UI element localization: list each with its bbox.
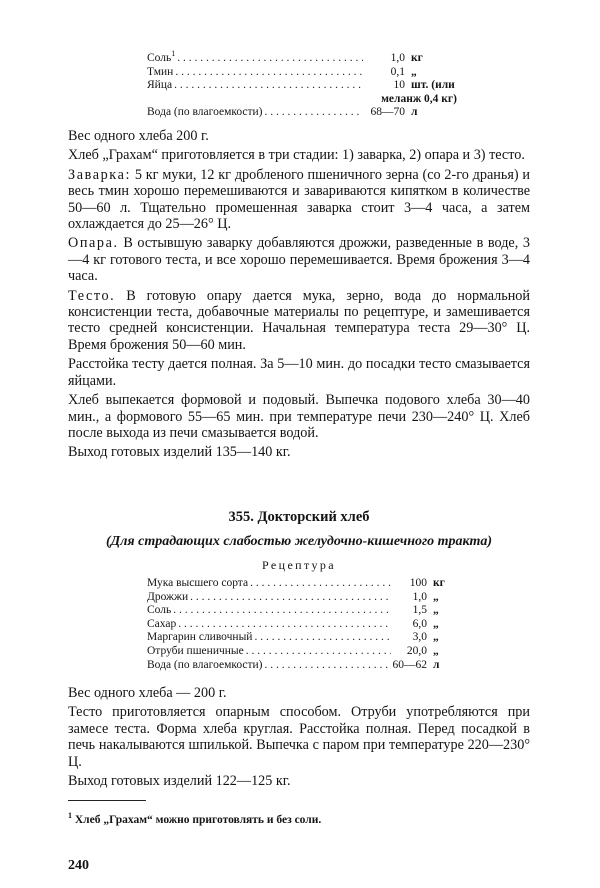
ingredient-qty: 10 [393,79,405,92]
ingredient-name: Вода (по влагоемкости) [147,658,263,671]
ingredient-table-graham [147,49,457,120]
paragraph-testo: Тесто. В готовую опару дается мука, зерно, вода до нормальной консистенции теста, добавочные материалы по рецептуре, и замешивается тесто средней консистенции. Начальная температура теста 29—30° Ц. Время брожения 50—60 мин. [68,287,530,353]
ingredient-unit: „ [433,617,439,630]
ingredient-unit: л [433,658,440,671]
ingredient-unit: „ [433,644,439,657]
bread-weight: Вес одного хлеба — 200 г. [68,685,227,701]
ingredient-table-doctor [147,577,455,672]
ingredient-note: меланж 0,4 кг) [381,92,457,105]
ingredient-qty: 3,0 [412,631,427,644]
ingredient-row [147,591,455,605]
ingredient-unit: л [411,106,418,119]
label-zavarka: Заварка: [68,166,132,183]
ingredient-name: Дрожжи [147,590,189,603]
ingredient-row [147,618,455,632]
ingredient-row [147,577,455,591]
label-testo: Тесто. [68,287,116,304]
graham-text [68,128,530,461]
ingredient-row [147,49,457,66]
ingredient-row [147,66,457,80]
paragraph-zavarka: Заварка: 5 кг муки, 12 кг дробленого пшеничного зерна (со 2-го дранья) и весь тмин хорошо перемешиваются и завариваются кипятком в количестве 50—60 л. Тщательно промешенная заварка стоит 3—4 часа, а затем охлаждается до 25—26° Ц. [68,166,530,233]
bread-weight: Вес одного хлеба 200 г. [68,128,209,144]
ingredient-name: Сахар [147,617,177,630]
ingredient-row [147,645,455,659]
doctor-bread-text [68,685,530,789]
ingredient-name: Соль$^1$ [147,49,176,64]
yield: Выход готовых изделий 122—125 кг. [68,773,291,790]
ingredient-unit: шт. (или [411,79,455,92]
paragraph: Хлеб выпекается формовой и подовый. Выпечка подового хлеба 30—40 мин., а формового 55—65 мин. при температуре печи 230—240° Ц. Хлеб после выхода из печи смазывается водой. [68,392,530,441]
ingredient-row [147,631,455,645]
ingredient-qty: 0,1 [390,65,405,78]
paragraph: Тесто приготовляется опарным способом. Отруби употребляются при замесе теста. Форма хлеба круглая. Расстойка полная. Перед посадкой в печь накалываются шпилькой. Выпечка с паром при температуре 220—230° Ц. [68,704,530,770]
ingredient-unit: „ [433,604,439,617]
ingredient-name: Отруби пшеничные [147,644,244,657]
ingredient-qty: 20,0 [406,644,427,657]
footnote-mark: 1 [68,811,72,821]
paragraph-opara: Опара. В остывшую заварку добавляются дрожжи, разведенные в воде, 3—4 кг готового теста, и все хорошо перемешивается. Время брожения 3—4 часа. [68,235,530,285]
label-opara: Опара. [68,235,119,252]
recipe-title: 355. Докторский хлеб [228,509,370,525]
ingredient-qty: 1,0 [390,52,405,64]
recipe-subtitle: (Для страдающих слабостью желудочно-кишечного тракта) [105,534,493,549]
paragraph: Расстойка тесту дается полная. За 5—10 мин. до посадки тесто смазывается яйцами. [68,356,530,389]
ingredient-unit: „ [433,590,439,603]
recipe-label: Рецептура [261,558,337,572]
footnote-rule [68,800,146,801]
ingredient-unit: кг [433,577,445,589]
ingredient-unit: „ [433,631,439,644]
footnote [68,811,530,826]
ingredient-qty: 1,5 [412,604,427,617]
ingredient-row [147,106,457,120]
ingredient-row [147,79,457,93]
paragraph: Хлеб „Грахам“ приготовляется в три стадии: 1) заварка, 2) опара и 3) тесто. [68,147,525,164]
ingredient-qty: 100 [409,577,427,589]
page-number: 240 [68,858,89,873]
ingredient-qty: 1,0 [412,590,427,603]
ingredient-row [147,659,455,673]
yield: Выход готовых изделий 135—140 кг. [68,444,291,461]
ingredient-qty: 6,0 [412,617,427,630]
ingredient-unit: кг [411,52,423,64]
ingredient-name: Тмин [147,65,174,78]
ingredient-row [147,604,455,618]
ingredient-unit: „ [411,65,417,78]
footnote-text: Хлеб „Грахам“ можно приготовлять и без соли. [72,814,322,826]
ingredient-name: Маргарин сливочный [147,631,253,644]
ingredient-name: Вода (по влагоемкости) [147,106,263,119]
ingredient-qty: 68—70 [370,106,405,119]
ingredient-name: Мука высшего сорта [147,577,249,589]
ingredient-name: Соль [147,604,172,617]
ingredient-name: Яйца [147,79,173,92]
ingredient-qty: 60—62 [392,658,427,671]
